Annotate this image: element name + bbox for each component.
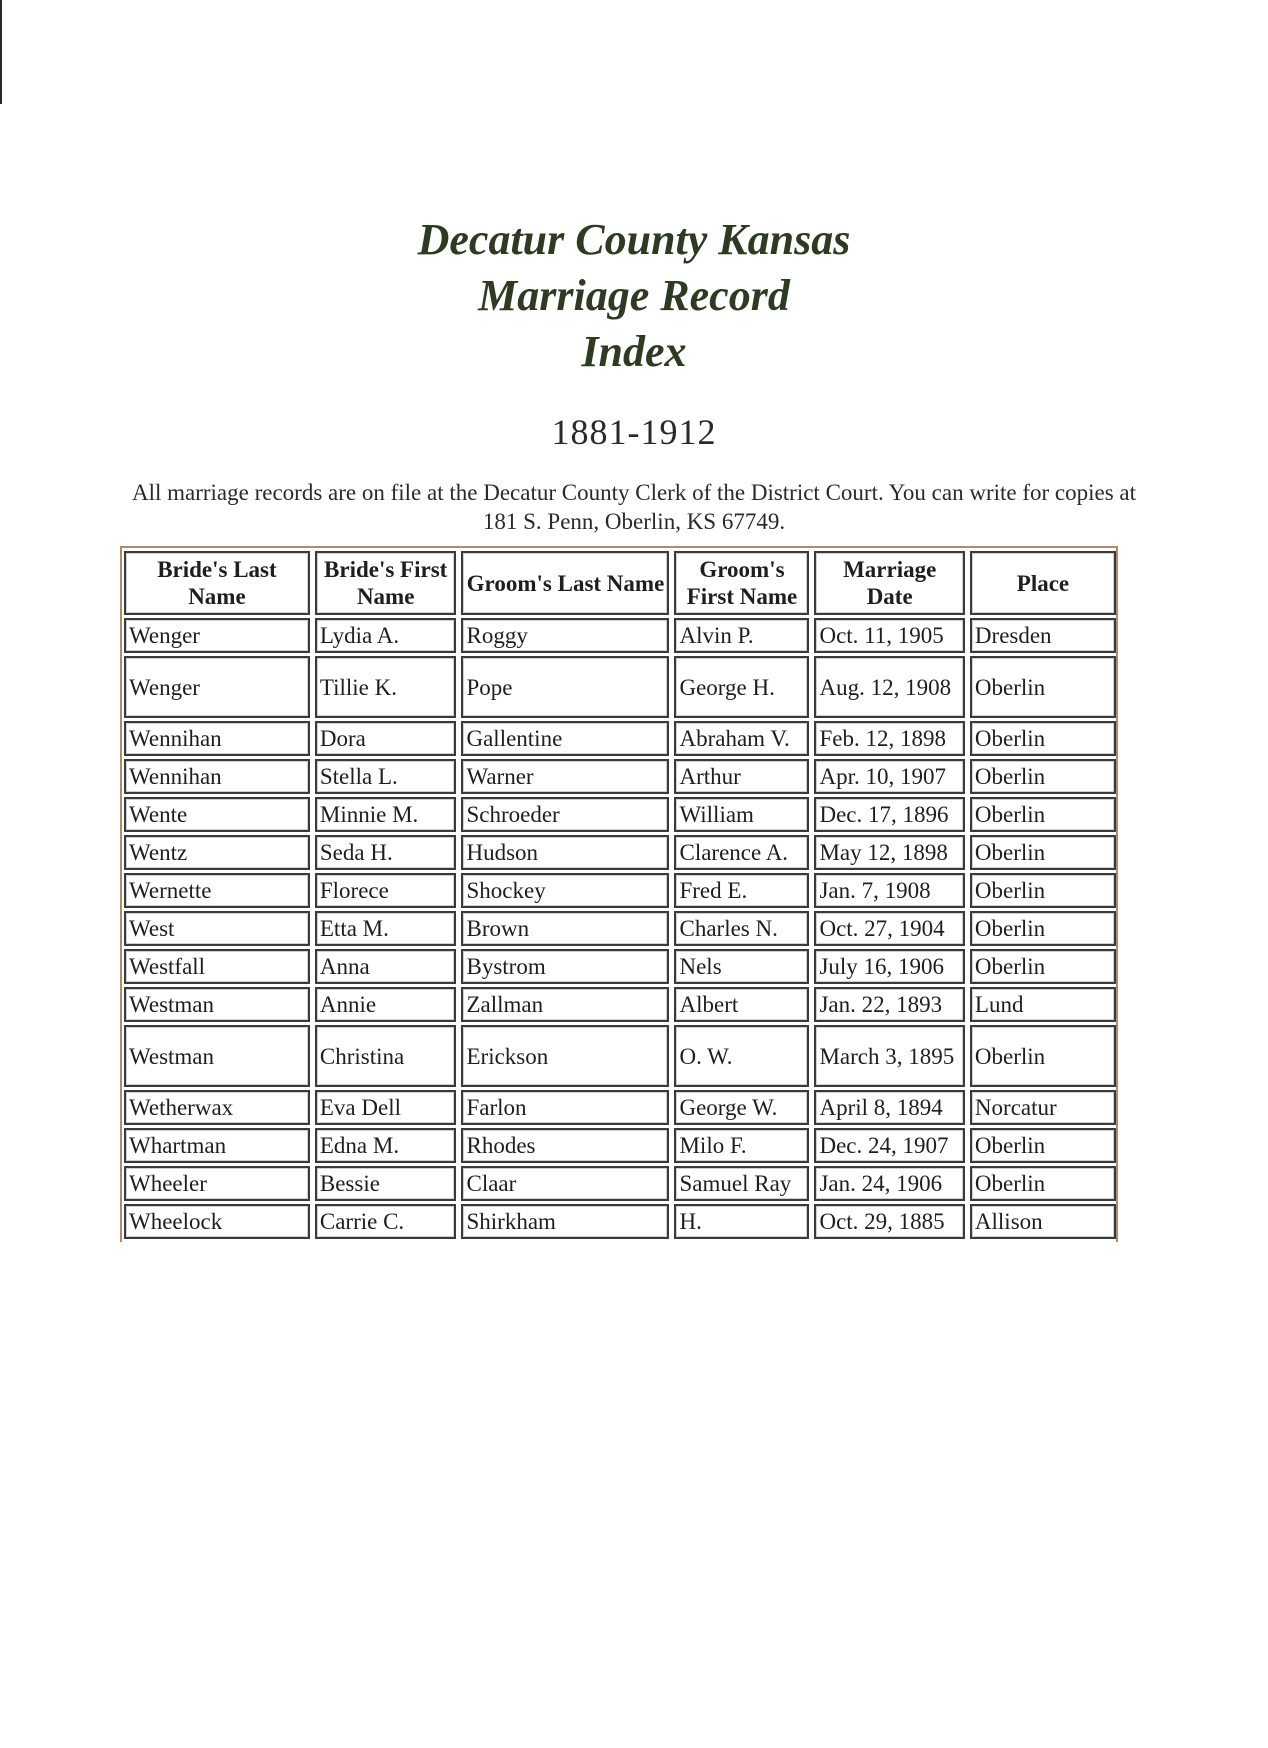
cell-bride-last-name: Wentz [124, 835, 310, 870]
cell-groom-first-name: Nels [674, 949, 809, 984]
cell-marriage-date: Aug. 12, 1908 [814, 656, 964, 718]
cell-groom-first-name: George W. [674, 1090, 809, 1125]
cell-bride-last-name: Wennihan [124, 759, 310, 794]
cell-groom-first-name: H. [674, 1204, 809, 1239]
table-row [124, 1204, 1116, 1239]
cell-marriage-date: Feb. 12, 1898 [814, 721, 964, 756]
cell-groom-first-name: Fred E. [674, 873, 809, 908]
cell-bride-first-name: Eva Dell [315, 1090, 457, 1125]
cell-place: Oberlin [970, 797, 1116, 832]
cell-groom-first-name: Arthur [674, 759, 809, 794]
cell-marriage-date: Jan. 24, 1906 [814, 1166, 964, 1201]
cell-groom-first-name: George H. [674, 656, 809, 718]
cell-groom-last-name: Brown [461, 911, 669, 946]
cell-groom-last-name: Erickson [461, 1025, 669, 1087]
cell-place: Oberlin [970, 721, 1116, 756]
cell-groom-first-name: Abraham V. [674, 721, 809, 756]
cell-bride-last-name: West [124, 911, 310, 946]
cell-place: Dresden [970, 618, 1116, 653]
cell-marriage-date: Jan. 7, 1908 [814, 873, 964, 908]
cell-groom-last-name: Farlon [461, 1090, 669, 1125]
cell-bride-last-name: Westman [124, 987, 310, 1022]
table-row [124, 1025, 1116, 1087]
cell-place: Oberlin [970, 873, 1116, 908]
cell-groom-last-name: Claar [461, 1166, 669, 1201]
cell-bride-first-name: Florece [315, 873, 457, 908]
table-row [124, 618, 1116, 653]
cell-marriage-date: March 3, 1895 [814, 1025, 964, 1087]
cell-place: Oberlin [970, 1166, 1116, 1201]
cell-groom-first-name: Milo F. [674, 1128, 809, 1163]
header-bride-last-name: Bride's Last Name [124, 551, 310, 615]
cell-place: Norcatur [970, 1090, 1116, 1125]
cell-bride-last-name: Wheeler [124, 1166, 310, 1201]
cell-groom-first-name: Alvin P. [674, 618, 809, 653]
table-row [124, 759, 1116, 794]
cell-bride-first-name: Etta M. [315, 911, 457, 946]
cell-place: Oberlin [970, 835, 1116, 870]
table-row [124, 1128, 1116, 1163]
cell-groom-first-name: William [674, 797, 809, 832]
marriage-records-table [119, 548, 1121, 1242]
cell-bride-last-name: Westfall [124, 949, 310, 984]
cell-bride-first-name: Bessie [315, 1166, 457, 1201]
title-line-2: Marriage Record [478, 271, 790, 320]
table-row [124, 873, 1116, 908]
table-row [124, 797, 1116, 832]
cell-place: Oberlin [970, 1128, 1116, 1163]
header-groom-first-name: Groom's First Name [674, 551, 809, 615]
records-table-frame [120, 546, 1118, 1242]
cell-groom-last-name: Pope [461, 656, 669, 718]
cell-groom-last-name: Hudson [461, 835, 669, 870]
title-line-3: Index [581, 327, 687, 376]
records-note: All marriage records are on file at the Decatur County Clerk of the District Court. You can write for copies at 181 S. Penn, Oberlin, KS 67749. [131, 480, 1137, 534]
table-row [124, 1090, 1116, 1125]
cell-groom-last-name: Shockey [461, 873, 669, 908]
cell-bride-last-name: Whartman [124, 1128, 310, 1163]
cell-groom-last-name: Roggy [461, 618, 669, 653]
cell-marriage-date: April 8, 1894 [814, 1090, 964, 1125]
cell-marriage-date: Dec. 17, 1896 [814, 797, 964, 832]
header-bride-first-name: Bride's First Name [315, 551, 457, 615]
cell-bride-first-name: Annie [315, 987, 457, 1022]
cell-place: Oberlin [970, 656, 1116, 718]
cell-bride-last-name: Wente [124, 797, 310, 832]
cell-groom-last-name: Rhodes [461, 1128, 669, 1163]
table-row [124, 721, 1116, 756]
header-marriage-date: Marriage Date [814, 551, 964, 615]
cell-bride-first-name: Dora [315, 721, 457, 756]
cell-marriage-date: Apr. 10, 1907 [814, 759, 964, 794]
cell-marriage-date: Jan. 22, 1893 [814, 987, 964, 1022]
cell-marriage-date: Dec. 24, 1907 [814, 1128, 964, 1163]
table-row [124, 656, 1116, 718]
cell-bride-first-name: Lydia A. [315, 618, 457, 653]
cell-groom-first-name: Albert [674, 987, 809, 1022]
title-line-1: Decatur County Kansas [417, 215, 851, 264]
cell-bride-first-name: Seda H. [315, 835, 457, 870]
cell-place: Allison [970, 1204, 1116, 1239]
year-range: 1881-1912 [551, 412, 717, 452]
cell-groom-first-name: Clarence A. [674, 835, 809, 870]
cell-bride-last-name: Wheelock [124, 1204, 310, 1239]
scan-edge-line [0, 0, 2, 104]
cell-marriage-date: Oct. 29, 1885 [814, 1204, 964, 1239]
cell-bride-last-name: Wernette [124, 873, 310, 908]
table-header-row [124, 551, 1116, 615]
cell-marriage-date: Oct. 27, 1904 [814, 911, 964, 946]
cell-bride-last-name: Wenger [124, 656, 310, 718]
cell-bride-first-name: Carrie C. [315, 1204, 457, 1239]
cell-groom-last-name: Schroeder [461, 797, 669, 832]
cell-marriage-date: Oct. 11, 1905 [814, 618, 964, 653]
header-place: Place [970, 551, 1116, 615]
table-row [124, 835, 1116, 870]
cell-groom-last-name: Warner [461, 759, 669, 794]
cell-marriage-date: July 16, 1906 [814, 949, 964, 984]
document-title [0, 212, 1268, 380]
cell-place: Lund [970, 987, 1116, 1022]
cell-groom-last-name: Shirkham [461, 1204, 669, 1239]
cell-bride-first-name: Edna M. [315, 1128, 457, 1163]
header-groom-last-name: Groom's Last Name [461, 551, 669, 615]
cell-bride-first-name: Anna [315, 949, 457, 984]
table-row [124, 987, 1116, 1022]
cell-groom-last-name: Gallentine [461, 721, 669, 756]
table-row [124, 949, 1116, 984]
cell-bride-first-name: Stella L. [315, 759, 457, 794]
cell-marriage-date: May 12, 1898 [814, 835, 964, 870]
cell-bride-last-name: Wenger [124, 618, 310, 653]
table-row [124, 911, 1116, 946]
cell-place: Oberlin [970, 759, 1116, 794]
table-row [124, 1166, 1116, 1201]
cell-bride-first-name: Christina [315, 1025, 457, 1087]
cell-place: Oberlin [970, 1025, 1116, 1087]
cell-place: Oberlin [970, 911, 1116, 946]
cell-groom-last-name: Bystrom [461, 949, 669, 984]
cell-bride-last-name: Wennihan [124, 721, 310, 756]
cell-bride-first-name: Minnie M. [315, 797, 457, 832]
cell-groom-first-name: O. W. [674, 1025, 809, 1087]
cell-place: Oberlin [970, 949, 1116, 984]
cell-groom-first-name: Samuel Ray [674, 1166, 809, 1201]
cell-groom-last-name: Zallman [461, 987, 669, 1022]
cell-bride-first-name: Tillie K. [315, 656, 457, 718]
cell-bride-last-name: Wetherwax [124, 1090, 310, 1125]
cell-bride-last-name: Westman [124, 1025, 310, 1087]
cell-groom-first-name: Charles N. [674, 911, 809, 946]
